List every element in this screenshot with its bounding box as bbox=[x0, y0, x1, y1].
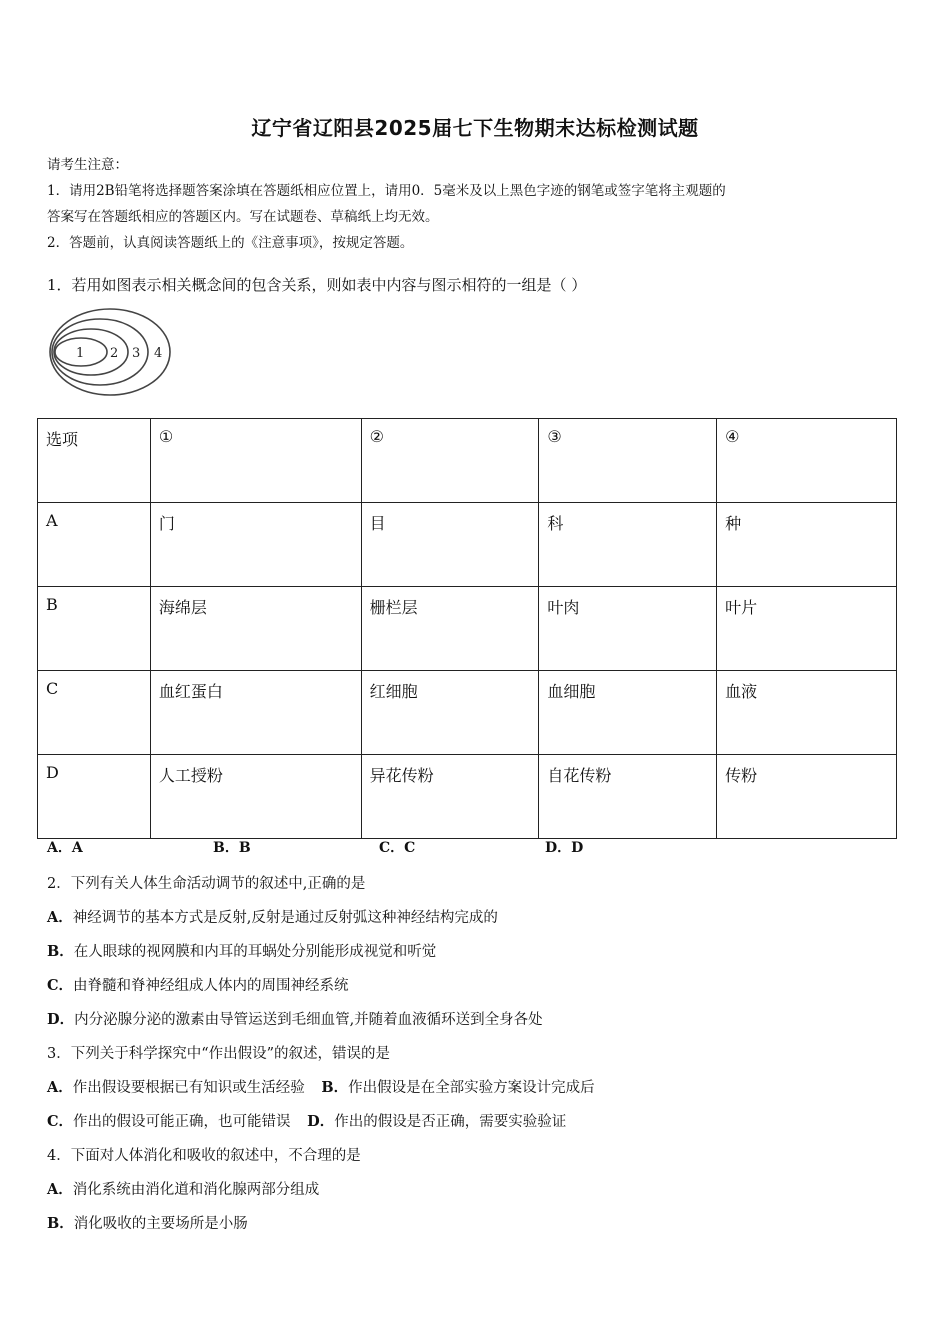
question-3-option-c[interactable] bbox=[47, 1114, 291, 1130]
option-text: 消化系统由消化道和消化腺两部分组成 bbox=[72, 1182, 320, 1198]
table-header-cell: ③ bbox=[539, 419, 717, 503]
question-3-options-cd bbox=[47, 1110, 566, 1131]
question-2-option-d[interactable] bbox=[47, 1008, 543, 1029]
notice-line-2: 答案写在答题纸相应的答题区内。写在试题卷、草稿纸上均无效。 bbox=[47, 209, 439, 225]
table-cell: 血红蛋白 bbox=[150, 671, 361, 755]
answer-option-d[interactable]: D．D bbox=[545, 840, 584, 856]
option-label: D． bbox=[47, 1011, 75, 1028]
question-3-option-b[interactable] bbox=[321, 1080, 594, 1096]
table-cell: D bbox=[38, 755, 151, 839]
nested-ellipse-diagram bbox=[48, 306, 173, 398]
notice-heading: 请考生注意： bbox=[47, 157, 128, 173]
diagram-label-2: 2 bbox=[110, 346, 119, 361]
answer-option-a[interactable]: A．A bbox=[47, 840, 83, 856]
option-text: 作出的假设是否正确，需要实验验证 bbox=[334, 1114, 567, 1130]
option-label: B． bbox=[47, 1215, 74, 1232]
table-cell: 血细胞 bbox=[539, 671, 717, 755]
question-4-option-b[interactable] bbox=[47, 1212, 248, 1233]
notice-line-3: 2．答题前，认真阅读答题纸上的《注意事项》，按规定答题。 bbox=[47, 235, 414, 251]
table-cell: 血液 bbox=[717, 671, 897, 755]
table-row bbox=[38, 755, 897, 839]
question-2-stem: 2．下列有关人体生命活动调节的叙述中,正确的是 bbox=[47, 876, 366, 892]
question-3-option-a[interactable] bbox=[47, 1080, 305, 1096]
option-label: B． bbox=[321, 1079, 349, 1096]
table-cell: B bbox=[38, 587, 151, 671]
table-header-cell: 选项 bbox=[38, 419, 151, 503]
option-text: 神经调节的基本方式是反射,反射是通过反射弧这种神经结构完成的 bbox=[72, 910, 498, 926]
notice-line-1: 1．请用2B铅笔将选择题答案涂填在答题纸相应位置上，请用0．5毫米及以上黑色字迹的钢笔或签字笔将主观题的 bbox=[47, 183, 726, 199]
answer-option-b[interactable]: B．B bbox=[213, 840, 251, 856]
option-label: C． bbox=[47, 977, 74, 994]
question-2-option-c[interactable] bbox=[47, 974, 349, 995]
option-label: A． bbox=[47, 1079, 73, 1096]
question-1-stem: 1．若用如图表示相关概念间的包含关系，则如表中内容与图示相符的一组是（ ） bbox=[47, 276, 587, 294]
table-row bbox=[38, 587, 897, 671]
option-text: 作出的假设可能正确，也可能错误 bbox=[73, 1114, 291, 1130]
question-3-options-ab bbox=[47, 1076, 595, 1097]
option-text: 内分泌腺分泌的激素由导管运送到毛细血管,并随着血液循环送到全身各处 bbox=[74, 1012, 543, 1028]
table-cell: 门 bbox=[150, 503, 361, 587]
question-1-answers bbox=[47, 837, 711, 857]
option-label: C． bbox=[47, 1113, 74, 1130]
table-header-cell: ④ bbox=[717, 419, 897, 503]
table-header-cell: ① bbox=[150, 419, 361, 503]
table-cell: 栅栏层 bbox=[361, 587, 539, 671]
diagram-label-3: 3 bbox=[132, 346, 141, 361]
option-label: B． bbox=[47, 943, 74, 960]
diagram-label-4: 4 bbox=[154, 346, 163, 361]
table-row bbox=[38, 671, 897, 755]
options-table bbox=[37, 418, 897, 839]
table-cell: 红细胞 bbox=[361, 671, 539, 755]
table-cell: 海绵层 bbox=[150, 587, 361, 671]
page-title: 辽宁省辽阳县2025届七下生物期末达标检测试题 bbox=[251, 116, 699, 140]
question-2-option-a[interactable] bbox=[47, 906, 498, 927]
option-text: 由脊髓和脊神经组成人体内的周围神经系统 bbox=[73, 978, 349, 994]
table-cell: 叶片 bbox=[717, 587, 897, 671]
table-cell: C bbox=[38, 671, 151, 755]
table-cell: 种 bbox=[717, 503, 897, 587]
table-cell: 科 bbox=[539, 503, 717, 587]
answer-option-c[interactable]: C．C bbox=[379, 840, 416, 856]
question-2-option-b[interactable] bbox=[47, 940, 436, 961]
exam-notice bbox=[47, 152, 907, 256]
option-text: 作出假设要根据已有知识或生活经验 bbox=[72, 1080, 305, 1096]
option-label: A． bbox=[47, 1181, 73, 1198]
table-header-cell: ② bbox=[361, 419, 539, 503]
table-cell: 目 bbox=[361, 503, 539, 587]
option-label: D． bbox=[307, 1113, 335, 1130]
table-cell: 传粉 bbox=[717, 755, 897, 839]
option-text: 消化吸收的主要场所是小肠 bbox=[73, 1216, 248, 1232]
question-4-stem: 4．下面对人体消化和吸收的叙述中，不合理的是 bbox=[47, 1148, 361, 1164]
table-cell: 人工授粉 bbox=[150, 755, 361, 839]
table-row bbox=[38, 503, 897, 587]
option-label: A． bbox=[47, 909, 73, 926]
table-header-row bbox=[38, 419, 897, 503]
question-3-option-d[interactable] bbox=[307, 1114, 566, 1130]
table-cell: 异花传粉 bbox=[361, 755, 539, 839]
option-text: 作出假设是在全部实验方案设计完成后 bbox=[348, 1080, 595, 1096]
option-text: 在人眼球的视网膜和内耳的耳蜗处分别能形成视觉和听觉 bbox=[73, 944, 437, 960]
question-4-option-a[interactable] bbox=[47, 1178, 319, 1199]
table-cell: 自花传粉 bbox=[539, 755, 717, 839]
question-3-stem: 3．下列关于科学探究中“作出假设”的叙述，错误的是 bbox=[47, 1046, 391, 1062]
table-cell: 叶肉 bbox=[539, 587, 717, 671]
table-cell: A bbox=[38, 503, 151, 587]
diagram-label-1: 1 bbox=[76, 346, 85, 361]
